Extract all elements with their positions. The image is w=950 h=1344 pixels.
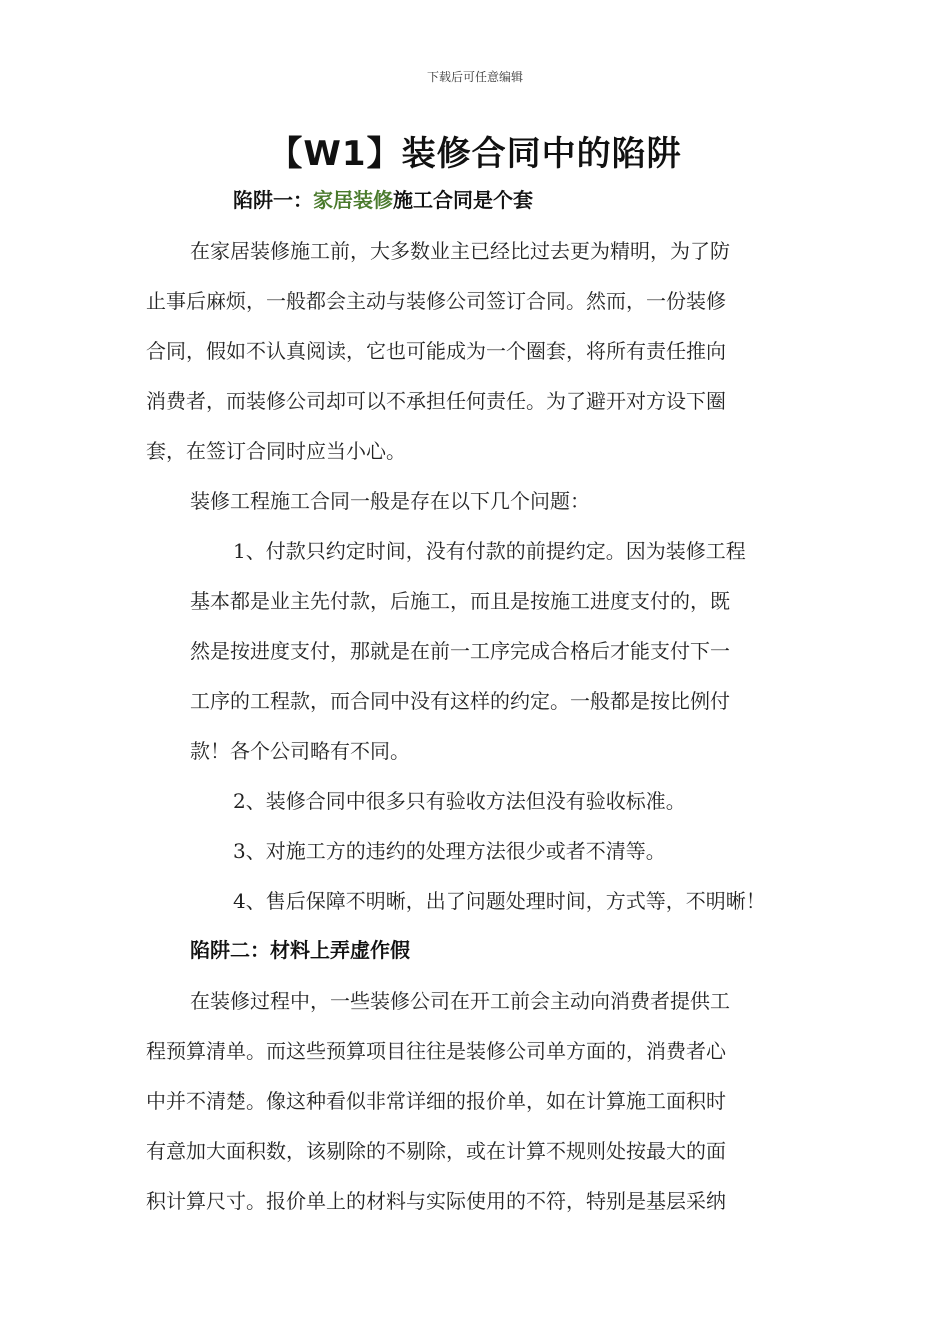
paragraph-line: 中并不清楚。像这种看似非常详细的报价单，如在计算施工面积时 [146,1089,726,1113]
heading-prefix: 陷阱一： [233,188,313,212]
paragraph-line: 止事后麻烦，一般都会主动与装修公司签订合同。然而，一份装修 [146,289,726,313]
paragraph-line: 积计算尺寸。报价单上的材料与实际使用的不符，特别是基层采纳 [146,1189,726,1213]
heading-link[interactable]: 家居装修 [313,188,393,212]
list-item-1-line: 款！各个公司略有不同。 [190,739,410,763]
section-heading-2: 陷阱二：材料上弄虚作假 [190,938,410,962]
section-heading-1 [233,188,533,212]
paragraph-line: 套，在签订合同时应当小心。 [146,439,406,463]
paragraph-line: 在家居装修施工前，大多数业主已经比过去更为精明，为了防 [190,239,730,263]
list-item-1-line: 然是按进度支付，那就是在前一工序完成合格后才能支付下一 [190,639,730,663]
paragraph-line: 在装修过程中，一些装修公司在开工前会主动向消费者提供工 [190,989,730,1013]
paragraph-line: 消费者，而装修公司却可以不承担任何责任。为了避开对方设下圈 [146,389,726,413]
header-note: 下载后可任意编辑 [426,70,523,84]
heading-suffix: 施工合同是个套 [393,188,533,212]
list-item-1-line: 工序的工程款，而合同中没有这样的约定。一般都是按比例付 [190,689,730,713]
paragraph-line: 合同，假如不认真阅读，它也可能成为一个圈套，将所有责任推向 [146,339,726,363]
paragraph-line: 有意加大面积数，该剔除的不剔除，或在计算不规则处按最大的面 [146,1139,726,1163]
list-item-3: 3、对施工方的违约的处理方法很少或者不清等。 [233,839,666,863]
list-item-2: 2、装修合同中很多只有验收方法但没有验收标准。 [233,789,686,813]
document-title: 【W1】装修合同中的陷阱 [268,134,682,174]
list-item-1-line: 基本都是业主先付款，后施工，而且是按施工进度支付的，既 [190,589,730,613]
paragraph-line: 程预算清单。而这些预算项目往往是装修公司单方面的，消费者心 [146,1039,726,1063]
list-item-1-line: 1、付款只约定时间，没有付款的前提约定。因为装修工程 [233,539,746,563]
paragraph-line: 装修工程施工合同一般是存在以下几个问题： [190,489,590,513]
list-item-4: 4、售后保障不明晰，出了问题处理时间，方式等，不明晰！ [233,889,766,913]
